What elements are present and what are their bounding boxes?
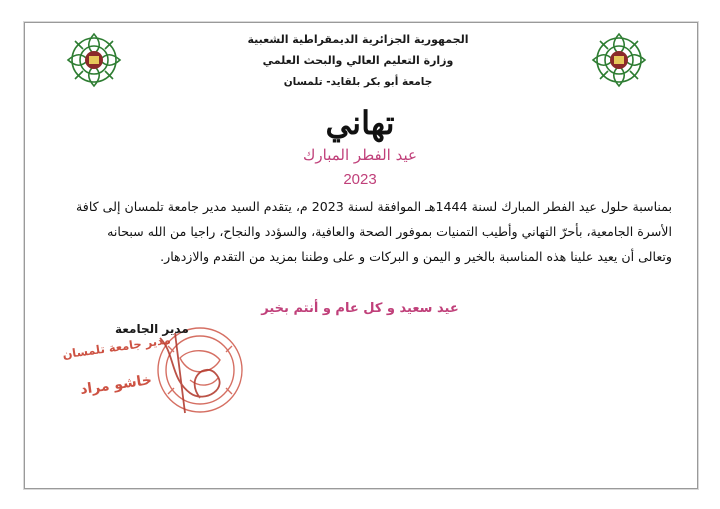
year-label: 2023 [343,171,377,188]
header-university: جامعة أبو بكر بلقايد- تلمسان [283,76,433,88]
header-ministry: وزارة التعليم العالي والبحث العلمي [262,54,454,67]
closing-greeting: عيد سعيد و كل عام و أنتم بخير [261,301,459,316]
stamp-title: مدير جامعة تلمسان [61,332,172,362]
header-republic: الجمهورية الجزائرية الديمقراطية الشعبية [247,33,469,46]
message-body [58,194,672,269]
message-line: الأسرة الجامعية، بأحرّ التهاني وأطيب التمنيات بموفور الصحة والعافية، والسؤدد والنجاح، راجيا من الله سبحانه [107,224,672,239]
occasion-subtitle: عيد الفطر المبارك [303,146,417,164]
message-line: بمناسبة حلول عيد الفطر المبارك لسنة 1444هـ الموافقة لسنة 2023 م، يتقدم السيد مدير جامعة تلمسان إلى كافة [76,199,672,214]
page-title: تهاني [325,104,395,142]
university-emblem-icon [63,28,125,92]
stamp-name: خاشو مراد [79,372,153,398]
signer-title: مدير الجامعة [115,322,189,336]
message-line: وتعالى أن يعيد علينا هذه المناسبة بالخير و اليمن و البركات و على وطننا بمزيد من التقدم والازدهار. [160,249,672,264]
university-emblem-icon [588,28,650,92]
